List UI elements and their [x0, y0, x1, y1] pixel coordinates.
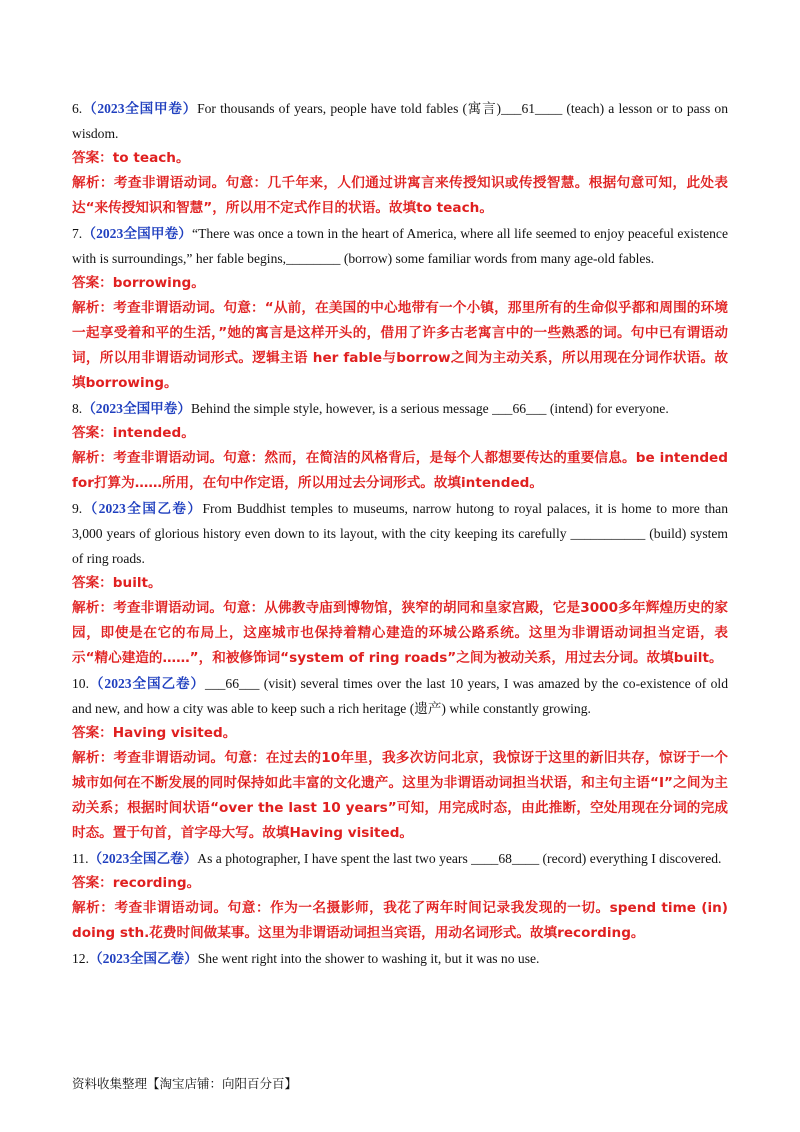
question-source: （2023全国甲卷） — [82, 401, 191, 416]
question-number: 10. — [72, 676, 89, 691]
question-block-8 — [72, 396, 728, 496]
question-number: 12. — [72, 951, 89, 966]
question-number: 11. — [72, 851, 89, 866]
question-stem-tail: (intend) for everyone. — [546, 401, 669, 416]
answer-blank: ___66___ — [492, 401, 547, 416]
question-stem-tail: (borrow) some familiar words from many age-old fables. — [340, 251, 655, 266]
question-stem: As a photographer, I have spent the last two years — [197, 851, 472, 866]
question-block-7 — [72, 221, 728, 396]
question-stem: “There was once a town in the heart of America, where all life seemed to enjoy peaceful existence with is surroundings,” her fable begins, — [72, 226, 729, 266]
answer-line: 答案：to teach。 — [72, 150, 190, 166]
question-stem-tail: (build) system of ring roads. — [72, 526, 728, 566]
question-number: 6. — [72, 101, 83, 116]
question-source: （2023全国乙卷） — [89, 951, 198, 966]
question-stem: From Buddhist temples to museums, narrow hutong to royal palaces, it is home to more than 3,000 years of glorious history even down to its layout, with the city keeping its carefully — [72, 501, 729, 541]
question-block-9 — [72, 496, 728, 671]
question-block-12 — [72, 946, 728, 971]
answer-line: 答案：built。 — [72, 575, 162, 591]
answer-blank: ________ — [286, 251, 341, 266]
question-stem-tail: (record) everything I discovered. — [539, 851, 722, 866]
answer-line: 答案：borrowing。 — [72, 275, 205, 291]
question-text — [72, 221, 728, 271]
page-footer: 资料收集整理【淘宝店铺：向阳百分百】 — [72, 1076, 298, 1091]
question-text — [72, 946, 728, 971]
explanation-text: 解析：考查非谓语动词。句意：从佛教寺庙到博物馆，狭窄的胡同和皇家宫殿，它是3000多年辉煌历史的家园，即使是在它的布局上，这座城市也保持着精心建造的环城公路系统。这里为非谓语动词担当定语，表示“精心建造的……”，和被修饰词“system of ring roads”之间为被动关系，用过去分词。故填built。 — [72, 600, 728, 666]
answer-blank: ___61____ — [501, 101, 563, 116]
answer-blank: ___________ — [570, 526, 646, 541]
explanation-text: 解析：考查非谓语动词。句意：在过去的10年里，我多次访问北京，我惊讶于这里的新旧共存，惊讶于一个城市如何在不断发展的同时保持如此丰富的文化遗产。这里为非谓语动词担当状语，和主句主语“I”之间为主动关系；根据时间状语“over the last 10 years”可知，用完成时态，由此推断，空处用现在分词的完成时态。置于句首，首字母大写。故填Having visited。 — [72, 750, 728, 841]
question-block-10 — [72, 671, 728, 846]
question-stem-tail: (teach) a lesson or to pass on wisdom. — [72, 101, 729, 141]
answer-blank: ____68____ — [471, 851, 540, 866]
question-text — [72, 671, 728, 721]
question-block-11 — [72, 846, 728, 946]
question-source: （2023全国甲卷） — [82, 226, 193, 241]
question-stem: She went right into the shower to washing it, but it was no use. — [197, 951, 540, 966]
answer-line: 答案：Having visited。 — [72, 725, 237, 741]
explanation-text: 解析：考查非谓语动词。句意：几千年来，人们通过讲寓言来传授知识或传授智慧。根据句意可知，此处表达“来传授知识和智慧”，所以用不定式作目的状语。故填to teach。 — [72, 175, 728, 216]
document-body — [72, 96, 728, 971]
answer-line: 答案：intended。 — [72, 425, 195, 441]
explanation-text: 解析：考查非谓语动词。句意：作为一名摄影师，我花了两年时间记录我发现的一切。spend time (in) doing sth.花费时间做某事。这里为非谓语动词担当宾语，用动名词形式。故填recording。 — [72, 900, 728, 941]
answer-line: 答案：recording。 — [72, 875, 201, 891]
question-source: （2023全国甲卷） — [82, 101, 198, 116]
question-stem: Behind the simple style, however, is a serious message — [190, 401, 493, 416]
question-source: （2023全国乙卷） — [89, 676, 206, 691]
question-text — [72, 396, 728, 421]
answer-blank: ___66___ — [205, 676, 260, 691]
question-number: 8. — [72, 401, 83, 416]
question-source: （2023全国乙卷） — [88, 851, 198, 866]
question-source: （2023全国乙卷） — [82, 501, 203, 516]
question-text — [72, 496, 728, 571]
question-stem-tail: (visit) several times over the last 10 years, I was amazed by the co-existence of old and new, and how a city was able to keep such a rich heritage (遗产) while constantly growing. — [72, 676, 728, 716]
explanation-text: 解析：考查非谓语动词。句意：“从前，在美国的中心地带有一个小镇，那里所有的生命似乎都和周围的环境一起享受着和平的生活，”她的寓言是这样开头的，借用了许多古老寓言中的一些熟悉的词。句中已有谓语动词，所以用非谓语动词形式。逻辑主语 her fable与borrow之间为主动关系，所以用现在分词作状语。故填borrowing。 — [72, 300, 728, 391]
question-number: 7. — [72, 226, 83, 241]
question-text — [72, 96, 728, 146]
explanation-text: 解析：考查非谓语动词。句意：然而，在简洁的风格背后，是每个人都想要传达的重要信息。be intended for打算为……所用，在句中作定语，所以用过去分词形式。故填intended。 — [72, 450, 728, 491]
question-number: 9. — [72, 501, 83, 516]
question-stem: For thousands of years, people have told fables (寓言) — [197, 101, 502, 116]
question-text — [72, 846, 728, 871]
question-block-6 — [72, 96, 728, 221]
